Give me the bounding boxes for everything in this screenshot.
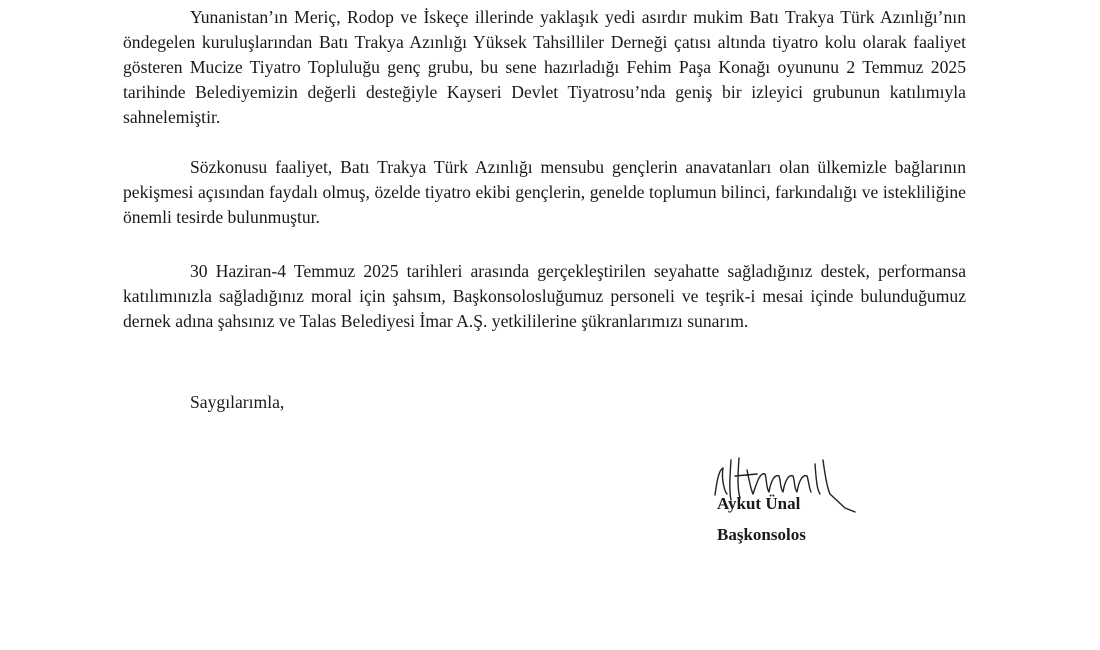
signer-name: Aykut Ünal: [717, 494, 801, 513]
paragraph-2: Sözkonusu faaliyet, Batı Trakya Türk Azınlığı mensubu gençlerin anavatanları olan ülkemizle bağlarının pekişmesi açısından faydalı olmuş, özelde tiyatro ekibi gençlerin, genelde toplumun bilinci, farkındalığı ve istekliliğine önemli tesirde bulunmuştur.: [123, 157, 966, 227]
paragraph-3: 30 Haziran-4 Temmuz 2025 tarihleri arasında gerçekleştirilen seyahatte sağladığınız destek, performansa katılımınızla sağladığınız moral için şahsım, Başkonsolosluğumuz personeli ve teşrik-i mesai içinde bulunduğumuz dernek adına şahsınız ve Talas Belediyesi İmar A.Ş. yetkililerine şükranlarımızı sunarım.: [123, 261, 966, 331]
signer-title: Başkonsolos: [717, 525, 806, 544]
closing-salutation: Saygılarımla,: [190, 392, 285, 412]
signature-block: [705, 450, 875, 550]
paragraph-1: Yunanistan’ın Meriç, Rodop ve İskeçe illerinde yaklaşık yedi asırdır mukim Batı Trakya Türk Azınlığı’nın öndegelen kuruluşlarından Batı Trakya Azınlığı Yüksek Tahsilliler Derneği çatısı altında tiyatro kolu olarak faaliyet gösteren Mucize Tiyatro Topluluğu genç grubu, bu sene hazırladığı Fehim Paşa Konağı oyununu 2 Temmuz 2025 tarihinde Belediyemizin değerli desteğiyle Kayseri Devlet Tiyatrosu’nda geniş bir izleyici grubunun katılımıyla sahnelemiştir.: [123, 7, 966, 127]
